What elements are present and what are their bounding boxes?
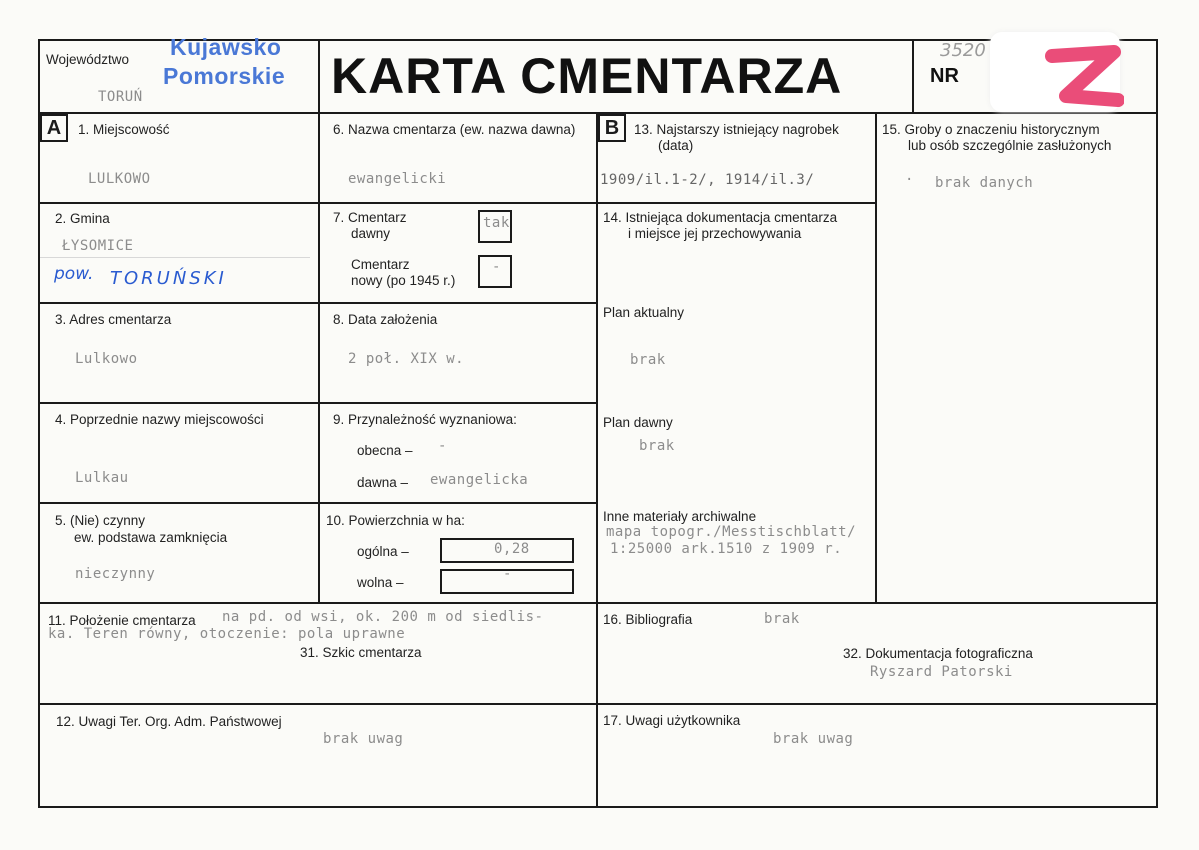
f5-label-line1: 5. (Nie) czynny [55,513,146,528]
f3-value: Lulkowo [75,351,138,367]
f16-label: 16. Bibliografia [603,612,693,627]
b-row-divider [596,202,876,204]
f5-label-line2: ew. podstawa zamknięcia [74,530,228,545]
f2-hand-value: TORUŃSKI [110,268,227,289]
wojewodztwo-stamp-line1: Kujawsko [170,34,282,60]
f10-ogolna-label: ogólna – [357,544,409,559]
section-a-badge: A [40,114,68,142]
row-divider-4 [38,502,597,504]
f16-value: brak [764,611,800,627]
f4-label: 4. Poprzednie nazwy miejscowości [55,412,264,427]
nr-red-marker-z [1044,44,1124,114]
f11-value-line2: ka. Teren równy, otoczenie: pola uprawne [48,626,406,642]
f10-label: 10. Powierzchnia w ha: [326,513,465,528]
header-divider-v2 [912,39,914,113]
row-divider-3 [38,402,597,404]
f14-label-line1: 14. Istniejąca dokumentacja cmentarza [603,210,838,225]
f12-label: 12. Uwagi Ter. Org. Adm. Państwowej [56,714,282,729]
wojewodztwo-stamp-line2: Pomorskie [163,63,286,89]
f2-underline [40,257,310,258]
f2-hand-prefix: pow. [54,264,94,284]
f10-ogolna-value: 0,28 [494,541,530,557]
col-divider-1 [318,112,320,604]
f2-label: 2. Gmina [55,211,110,226]
wojewodztwo-typed: TORUŃ [98,89,143,105]
f11-label: 11. Położenie cmentarza [48,613,196,628]
f7-nowy-value: - [492,259,501,275]
f14-inne-value-line2: 1:25000 ark.1510 z 1909 r. [610,541,843,557]
f32-value: Ryszard Patorski [870,664,1013,680]
f10-wolna-value: - [503,566,512,582]
f1-label: 1. Miejscowość [78,122,170,137]
f12-value: brak uwag [323,731,404,747]
f9-obecna-label: obecna – [357,443,413,458]
f15-label-line1: 15. Groby o znaczeniu historycznym [882,122,1100,137]
f7-label-line2: dawny [351,226,391,241]
f6-value: ewangelicki [348,171,447,187]
wojewodztwo-label: Województwo [46,52,130,67]
f1-value: LULKOWO [88,171,151,187]
f15-label-line2: lub osób szczególnie zasłużonych [908,138,1112,153]
f8-value: 2 poł. XIX w. [348,351,465,367]
f13-label-line2: (data) [658,138,694,153]
f14-plan-aktualny-value: brak [630,352,666,368]
f15-value: brak danych [935,175,1034,191]
f2-value: ŁYSOMICE [62,238,134,254]
f32-label: 32. Dokumentacja fotograficzna [843,646,1033,661]
f7-nowy-line2: nowy (po 1945 r.) [351,273,456,288]
f7-label-line1: 7. Cmentarz [333,210,407,225]
nr-handwritten-number: 3520 [940,40,986,61]
f15-bullet: · [905,172,914,188]
row-divider-1 [38,202,597,204]
section-b-badge: B [598,114,626,142]
f17-label: 17. Uwagi użytkownika [603,713,741,728]
form-title: KARTA CMENTARZA [331,48,843,104]
f7-nowy-line1: Cmentarz [351,257,410,272]
f9-dawna-value: ewangelicka [430,472,529,488]
f6-label: 6. Nazwa cmentarza (ew. nazwa dawna) [333,122,576,137]
f3-label: 3. Adres cmentarza [55,312,172,327]
row-divider-2 [38,302,597,304]
f9-label: 9. Przynależność wyznaniowa: [333,412,517,427]
f14-plan-aktualny-label: Plan aktualny [603,305,685,320]
f13-value: 1909/il.1-2/, 1914/il.3/ [600,172,815,188]
col-divider-3 [875,112,877,604]
f9-obecna-value: - [438,438,447,454]
f14-plan-dawny-label: Plan dawny [603,415,673,430]
f17-value: brak uwag [773,731,854,747]
row-divider-5 [38,602,1158,604]
f31-label: 31. Szkic cmentarza [300,645,422,660]
f13-label-line1: 13. Najstarszy istniejący nagrobek [634,122,839,137]
f7-dawny-value: tak [483,215,510,231]
f9-dawna-label: dawna – [357,475,409,490]
header-divider-v1 [318,39,320,113]
f14-inne-label: Inne materiały archiwalne [603,509,757,524]
f8-label: 8. Data założenia [333,312,438,327]
row-divider-6 [38,703,1158,705]
f4-value: Lulkau [75,470,129,486]
f14-inne-value-line1: mapa topogr./Messtischblatt/ [606,524,857,540]
f11-value-line1: na pd. od wsi, ok. 200 m od siedlis- [222,609,544,625]
f10-wolna-label: wolna – [357,575,404,590]
f14-label-line2: i miejsce jej przechowywania [628,226,802,241]
f14-plan-dawny-value: brak [639,438,675,454]
nr-label: NR [930,65,959,87]
f5-value: nieczynny [75,566,156,582]
